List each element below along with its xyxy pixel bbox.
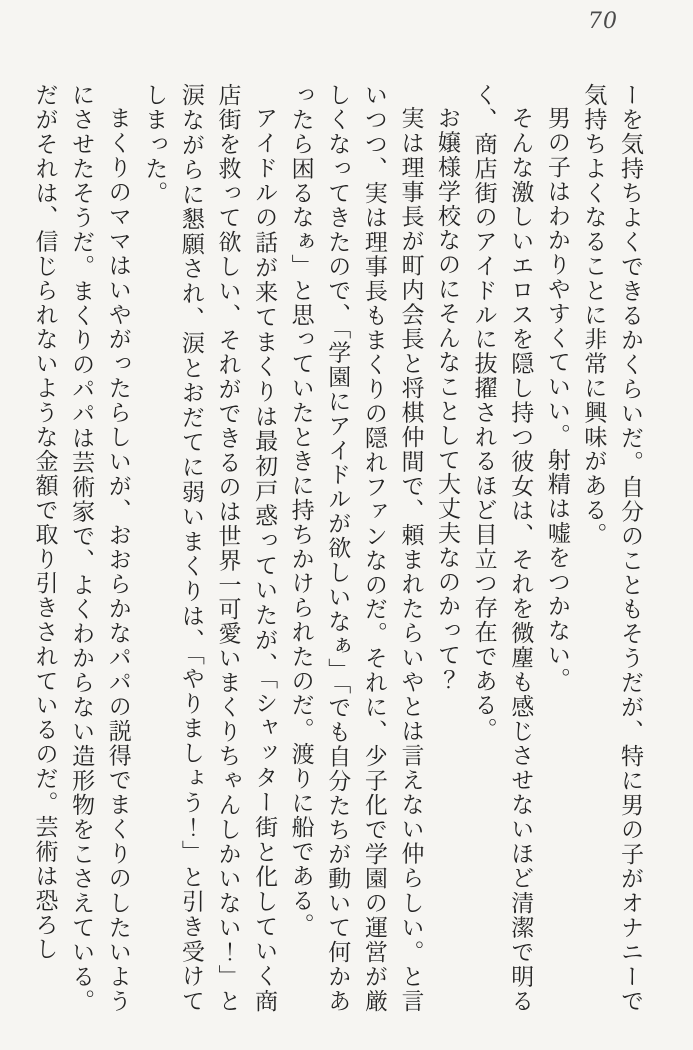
paragraph: アイドルの話が来てまくりは最初戸惑っていたが、「シャッター街と化していく商店街を救って欲しい、それができるのは世界一可愛いまくりちゃんしかいない！」と涙ながらに懇願され、涙とおだてに弱いまくりは、「やりましょう！」と引き受けてしまった。 bbox=[141, 83, 278, 1013]
paragraph: ーを気持ちよくできるかくらいだ。自分のこともそうだが、特に男の子がオナニーで気持ちよくなることに非常に興味がある。 bbox=[580, 83, 643, 1013]
paragraph: 男の子はわかりやすくていい。射精は嘘をつかない。 bbox=[543, 106, 570, 692]
body-text bbox=[25, 83, 648, 1013]
paragraph: お嬢様学校なのにそんなことして大丈夫なのかって？ bbox=[434, 106, 461, 692]
paragraph: そんな激しいエロスを隠し持つ彼女は、それを微塵も感じさせないほど清潔で明るく、商店街のアイドルに抜擢されるほど目立つ存在である。 bbox=[470, 83, 534, 1013]
paragraph: 実は理事長が町内会長と将棋仲間で、頼まれたらいやとは言えない仲らしい。と言いつつ、実は理事長もまくりの隠れファンなのだ。それに、少子化で学園の運営が厳しくなってきたので、「学園にアイドルが欲しいなぁ」「でも自分たちが動いて何かあったら困るなぁ」と思っていたときに持ちかけられたのだ。渡りに船である。 bbox=[287, 83, 424, 1013]
page-number: 70 bbox=[588, 9, 618, 34]
paragraph: まくりのママはいやがったらしいが、おおらかなパパの説得でまくりのしたいようにさせたそうだ。まくりのパパは芸術家で、よくわからない造形物をこさえている。だがそれは、信じられないような金額で取り引きされているのだ。芸術は恐ろし bbox=[31, 83, 131, 1013]
